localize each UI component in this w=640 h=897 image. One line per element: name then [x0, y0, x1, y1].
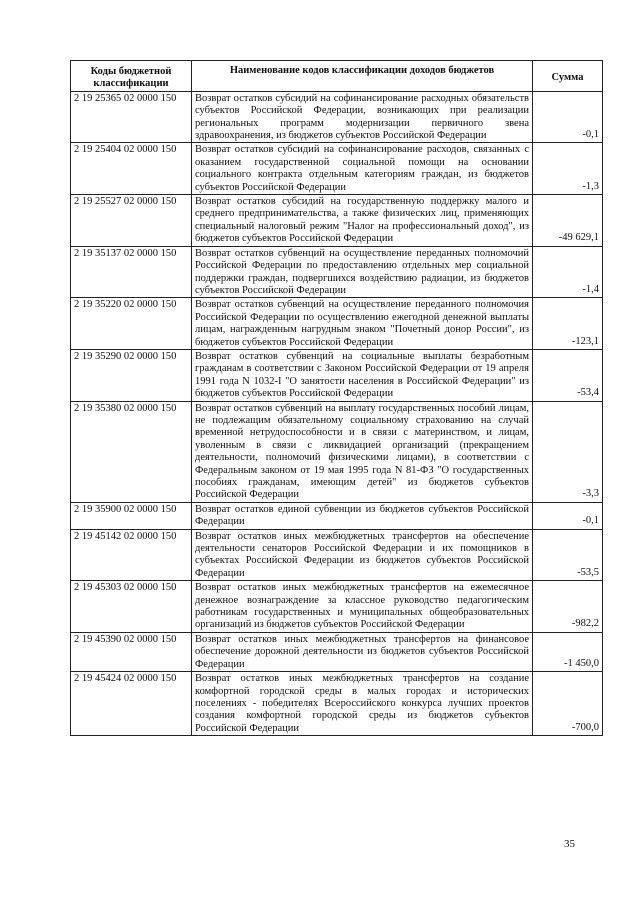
classification-name: Возврат остатков субвенций на осуществление переданного полномочия Российской Федерации по осуществлению ежегодной денежной выплаты лицам, награжденным нагрудным знаком "Почетный донор России", из бюджетов субъектов Российской Федерации	[192, 298, 533, 349]
table-row	[71, 143, 603, 195]
amount: -3,3	[533, 402, 603, 502]
budget-classification-table	[70, 60, 603, 736]
classification-code: 2 19 35290 02 0000 150	[71, 350, 192, 401]
header-codes: Коды бюджетной классификации	[71, 61, 192, 91]
amount: -0,1	[533, 92, 603, 143]
classification-code: 2 19 45424 02 0000 150	[71, 672, 192, 735]
table-header-row	[71, 61, 603, 92]
classification-code: 2 19 35137 02 0000 150	[71, 247, 192, 298]
classification-name: Возврат остатков иных межбюджетных трансфертов на обеспечение деятельности сенаторов Российской Федерации и их помощников в субъектах Российской Федерации из бюджетов субъектов Российской Федерации	[192, 530, 533, 581]
amount: -1 450,0	[533, 633, 603, 671]
table-row	[71, 633, 603, 672]
classification-name: Возврат остатков иных межбюджетных трансфертов на создание комфортной городской среды в малых городах и исторических поселениях - победителях Всероссийского конкурса лучших проектов создания комфортной городской среды из бюджетов субъектов Российской Федерации	[192, 672, 533, 735]
amount: -700,0	[533, 672, 603, 735]
table-row	[71, 247, 603, 299]
classification-code: 2 19 45142 02 0000 150	[71, 530, 192, 581]
classification-code: 2 19 45390 02 0000 150	[71, 633, 192, 671]
table-row	[71, 350, 603, 402]
header-name: Наименование кодов классификации доходов бюджетов	[192, 61, 533, 91]
classification-name: Возврат остатков субвенций на социальные выплаты безработным гражданам в соответствии с Законом Российской Федерации от 19 апреля 1991 года N 1032-I "О занятости населения в Российской Федерации" из бюджетов субъектов Российской Федерации	[192, 350, 533, 401]
amount: -123,1	[533, 298, 603, 349]
classification-name: Возврат остатков субсидий на государственную поддержку малого и среднего предпринимательства, а также физических лиц, применяющих специальный налоговый режим "Налог на профессиональный доход", из бюджетов субъектов Российской Федерации	[192, 195, 533, 246]
table-row	[71, 402, 603, 503]
classification-code: 2 19 25365 02 0000 150	[71, 92, 192, 143]
table-row	[71, 672, 603, 736]
table-row	[71, 581, 603, 633]
classification-name: Возврат остатков иных межбюджетных трансфертов на финансовое обеспечение дорожной деятельности из бюджетов субъектов Российской Федерации	[192, 633, 533, 671]
classification-code: 2 19 35220 02 0000 150	[71, 298, 192, 349]
amount: -982,2	[533, 581, 603, 632]
amount: -1,4	[533, 247, 603, 298]
classification-name: Возврат остатков субвенций на осуществление переданных полномочий Российской Федерации по предоставлению отдельных мер социальной поддержки граждан, подвергшихся воздействию радиации, из бюджетов субъектов Российской Федерации	[192, 247, 533, 298]
amount: -49 629,1	[533, 195, 603, 246]
table-row	[71, 503, 603, 530]
table-row	[71, 92, 603, 144]
table-row	[71, 530, 603, 582]
amount: -0,1	[533, 503, 603, 529]
classification-name: Возврат остатков субсидий на софинансирование расходных обязательств субъектов Российской Федерации, возникающих при реализации региональных программ модернизации первичного звена здравоохранения, из бюджетов субъектов Российской Федерации	[192, 92, 533, 143]
classification-code: 2 19 25527 02 0000 150	[71, 195, 192, 246]
classification-code: 2 19 25404 02 0000 150	[71, 143, 192, 194]
classification-name: Возврат остатков субсидий на софинансирование расходов, связанных с оказанием государственной социальной помощи на основании социального контракта отдельным категориям граждан, из бюджетов субъектов Российской Федерации	[192, 143, 533, 194]
classification-name: Возврат остатков единой субвенции из бюджетов субъектов Российской Федерации	[192, 503, 533, 529]
table-body	[71, 92, 603, 736]
classification-code: 2 19 35900 02 0000 150	[71, 503, 192, 529]
classification-name: Возврат остатков иных межбюджетных трансфертов на ежемесячное денежное вознаграждение за классное руководство педагогическим работникам государственных и муниципальных общеобразовательных организаций из бюджетов субъектов Российской Федерации	[192, 581, 533, 632]
classification-name: Возврат остатков субвенций на выплату государственных пособий лицам, не подлежащим обязательному социальному страхованию на случай временной нетрудоспособности и в связи с материнством, и лицам, уволенным в связи с ликвидацией организаций (прекращением деятельности, полномочий физическими лицами), в соответствии с Федеральным законом от 19 мая 1995 года N 81-ФЗ "О государственных пособиях гражданам, имеющим детей" из бюджетов субъектов Российской Федерации	[192, 402, 533, 502]
table-row	[71, 195, 603, 247]
header-sum: Сумма	[533, 61, 603, 91]
amount: -53,5	[533, 530, 603, 581]
classification-code: 2 19 45303 02 0000 150	[71, 581, 192, 632]
table-row	[71, 298, 603, 350]
classification-code: 2 19 35380 02 0000 150	[71, 402, 192, 502]
page-number: 35	[564, 838, 575, 850]
amount: -1,3	[533, 143, 603, 194]
amount: -53,4	[533, 350, 603, 401]
